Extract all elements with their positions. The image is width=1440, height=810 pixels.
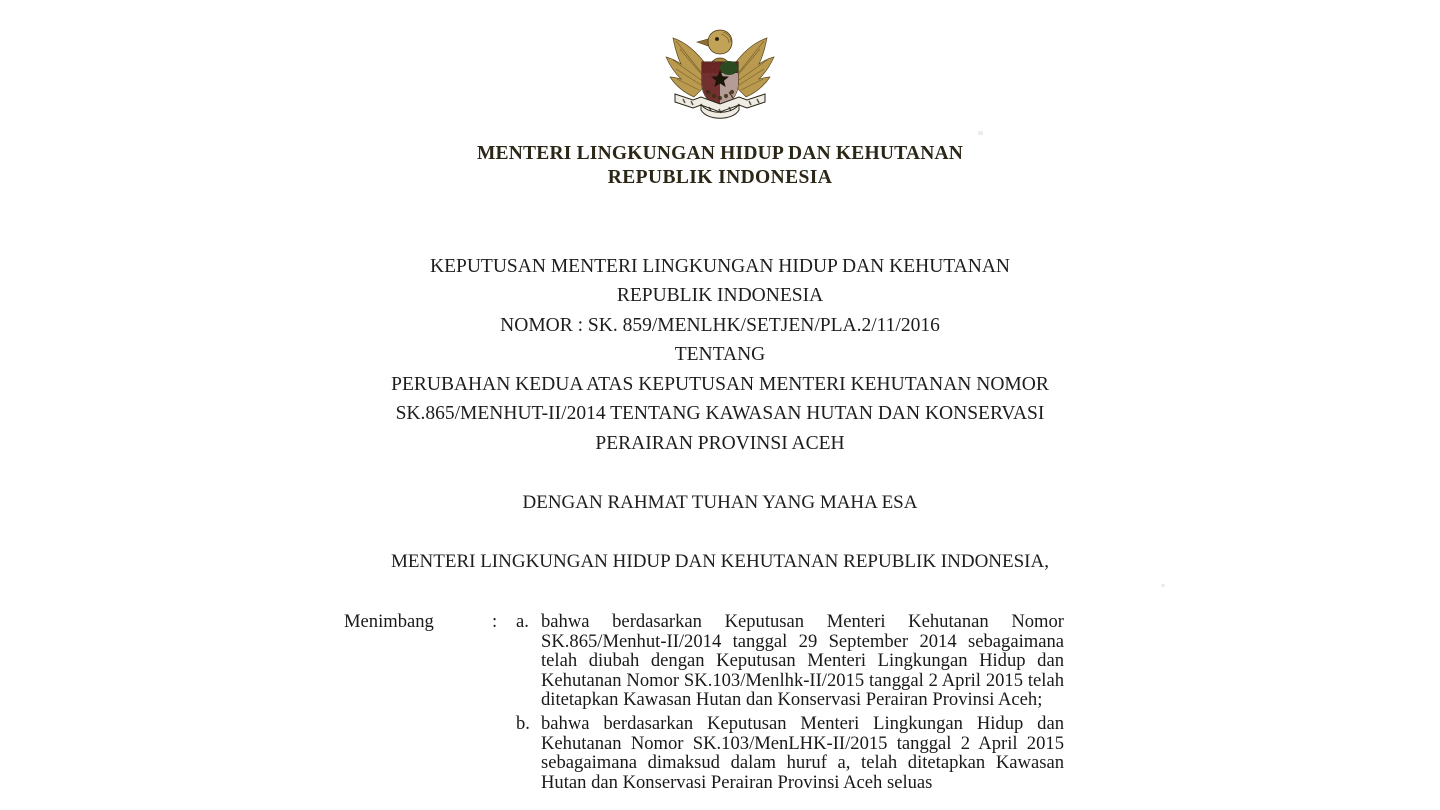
considerations-row — [344, 612, 1064, 796]
considerations-list — [516, 612, 1064, 796]
emblem-container — [0, 18, 1440, 130]
considerations-label: Menimbang — [344, 611, 434, 632]
list-item-marker: b. — [516, 712, 530, 734]
scan-artifact — [978, 131, 983, 135]
letterhead-line-2: REPUBLIK INDONESIA — [607, 166, 833, 188]
subject-line-3: PERAIRAN PROVINSI ACEH — [595, 432, 845, 454]
decree-number: NOMOR : SK. 859/MENLHK/SETJEN/PLA.2/11/2016 — [500, 314, 940, 336]
considerations-colon: : — [492, 611, 498, 632]
subject-line-2: SK.865/MENHUT-II/2014 TENTANG KAWASAN HUTAN DAN KONSERVASI — [395, 403, 1045, 425]
considerations-section — [344, 612, 1064, 796]
list-item-text: bahwa berdasarkan Keputusan Menteri Lingkungan Hidup dan Kehutanan Nomor SK.103/MenLHK-II/2015 tanggal 2 April 2015 sebagaimana dimaksud dalam huruf a, telah ditetapkan Kawasan Hutan dan Konservasi Perairan Provinsi Aceh seluas — [541, 712, 1064, 793]
invocation-line: DENGAN RAHMAT TUHAN YANG MAHA ESA — [522, 492, 918, 513]
signatory-line: MENTERI LINGKUNGAN HIDUP DAN KEHUTANAN REPUBLIK INDONESIA, — [391, 551, 1049, 572]
title-line-1: KEPUTUSAN MENTERI LINGKUNGAN HIDUP DAN KEHUTANAN — [430, 256, 1010, 277]
letterhead — [0, 142, 1440, 189]
decree-title-block — [0, 252, 1440, 370]
list-item-marker: a. — [516, 611, 529, 632]
subject-line-1: PERUBAHAN KEDUA ATAS KEPUTUSAN MENTERI KEHUTANAN NOMOR — [391, 374, 1049, 395]
list-item — [516, 714, 1064, 792]
list-item-text: bahwa berdasarkan Keputusan Menteri Kehutanan Nomor SK.865/Menhut-II/2014 tanggal 29 September 2014 sebagaimana telah diubah dengan Keputusan Menteri Lingkungan Hidup dan Kehutanan Nomor SK.103/Menlhk-II/2015 tanggal 2 April 2015 telah ditetapkan Kawasan Hutan dan Konservasi Perairan Provinsi Aceh; — [541, 611, 1064, 711]
list-item — [516, 612, 1064, 710]
about-keyword: TENTANG — [674, 344, 766, 366]
scan-artifact — [1161, 584, 1165, 587]
garuda-pancasila-emblem — [661, 18, 779, 130]
decree-subject-block — [0, 370, 1440, 458]
title-line-2: REPUBLIK INDONESIA — [616, 285, 824, 307]
letterhead-line-1: MENTERI LINGKUNGAN HIDUP DAN KEHUTANAN — [476, 143, 964, 164]
